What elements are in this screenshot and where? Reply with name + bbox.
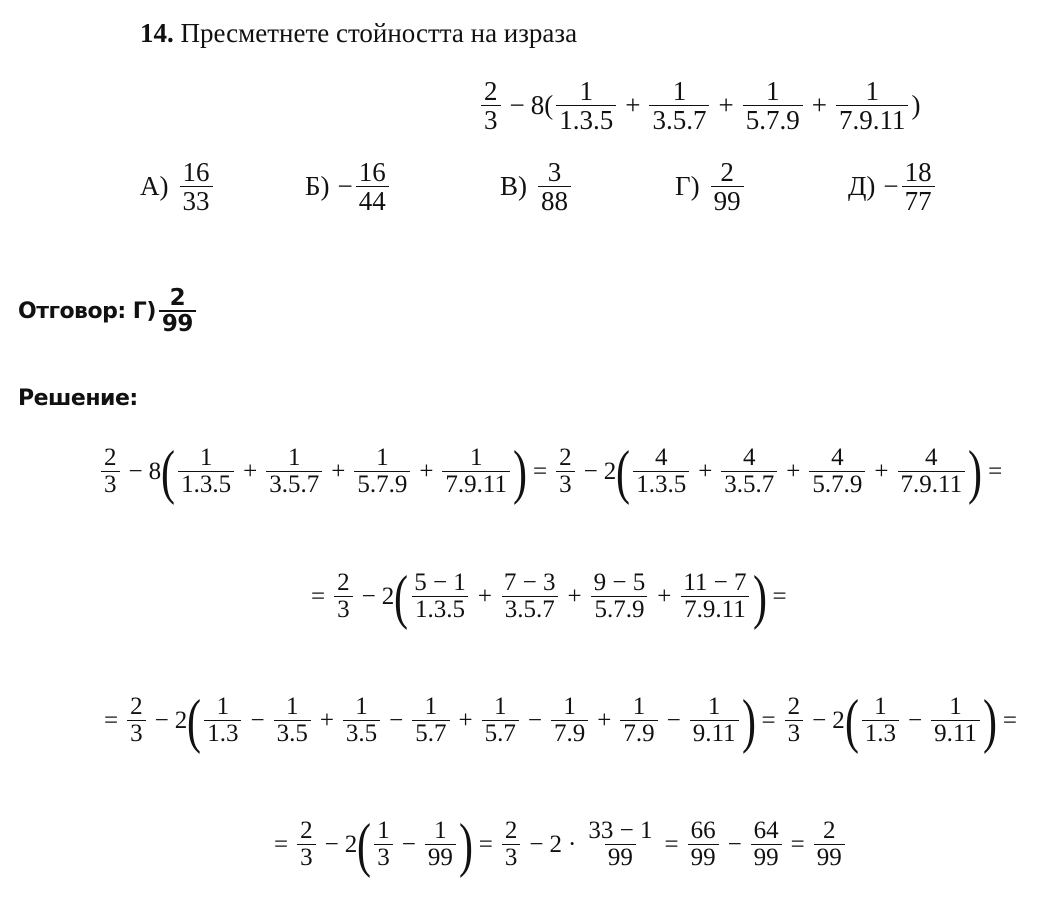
problem-prompt: Пресметнете стойността на израза xyxy=(180,18,578,48)
answer: Отговор: Г) $\frac{2}{99}$ xyxy=(18,286,199,336)
solution-line-1: $\frac{2}{3}$ − 8 ( $\frac{1}{1.3.5}$ + $\frac{1}{3.5.7}$ + $\frac{1}{5.7.9}$ + $\frac{1}{7.9.11}$ ) = $\frac{2}{3}$ − 2 ( $\frac{4}{1.3.5}$ + $\frac{4}{3.5.7}$ + $\frac{4}{5.7.9}$ + $\frac{4}{7.9.11}$ ) = xyxy=(98,444,1028,499)
answer-label: Отговор: Г) xyxy=(18,298,156,324)
solution-line-2: = $\frac{2}{3}$ − 2 ( $\frac{5 - 1}{1.3.5}$ + $\frac{7 - 3}{3.5.7}$ + $\frac{9 - 5}{5.7.9}$ + $\frac{11 - 7}{7.9.11}$ ) = xyxy=(311,563,787,630)
fraction: $\frac{1}{1.3.5}$ xyxy=(556,77,616,135)
problem-expression: $\frac{2}{3}$ − 8 ( $\frac{1}{1.3.5}$ + $\frac{1}{3.5.7}$ + $\frac{1}{5.7.9}$ + $\frac{1}{7.9.11}$ ) xyxy=(478,76,920,135)
choice-e: Д) − $\frac{18}{77}$ xyxy=(848,158,938,216)
solution-line-4: = $\frac{2}{3}$ − 2 ( $\frac{1}{3}$ − $\frac{1}{99}$ ) = $\frac{2}{3}$ − 2 · $\frac{33 - 1}{99}$ = $\frac{66}{99}$ − $\frac{64}{99}$ = $\frac{2}{99}$ xyxy=(268,818,848,872)
choice-c: В) $\frac{3}{88}$ xyxy=(500,158,574,216)
fraction: $\frac{2}{3}$ xyxy=(481,77,501,135)
solution-label: Решение: xyxy=(18,386,138,411)
fraction: $\frac{1}{7.9.11}$ xyxy=(836,77,909,135)
problem-number: 14. xyxy=(140,18,174,48)
solution-line-3: = $\frac{2}{3}$ − 2 ( $\frac{1}{1.3}$ − $\frac{1}{3.5}$ + $\frac{1}{3.5}$ − $\frac{1}{5.7}$ + $\frac{1}{5.7}$ − $\frac{1}{7.9}$ + $\frac{1}{7.9}$ − $\frac{1}{9.11}$ ) = $\frac{2}{3}$ − 2 ( $\frac{1}{1.3}$ − $\frac{1}{9.11}$ ) = xyxy=(104,687,1018,754)
fraction: $\frac{1}{5.7.9}$ xyxy=(743,77,803,135)
fraction: $\frac{1}{3.5.7}$ xyxy=(649,77,709,135)
choice-d: Г) $\frac{2}{99}$ xyxy=(675,158,747,216)
choice-b: Б) − $\frac{16}{44}$ xyxy=(305,158,392,216)
choice-a: А) $\frac{16}{33}$ xyxy=(140,158,216,216)
problem-heading xyxy=(140,18,577,49)
